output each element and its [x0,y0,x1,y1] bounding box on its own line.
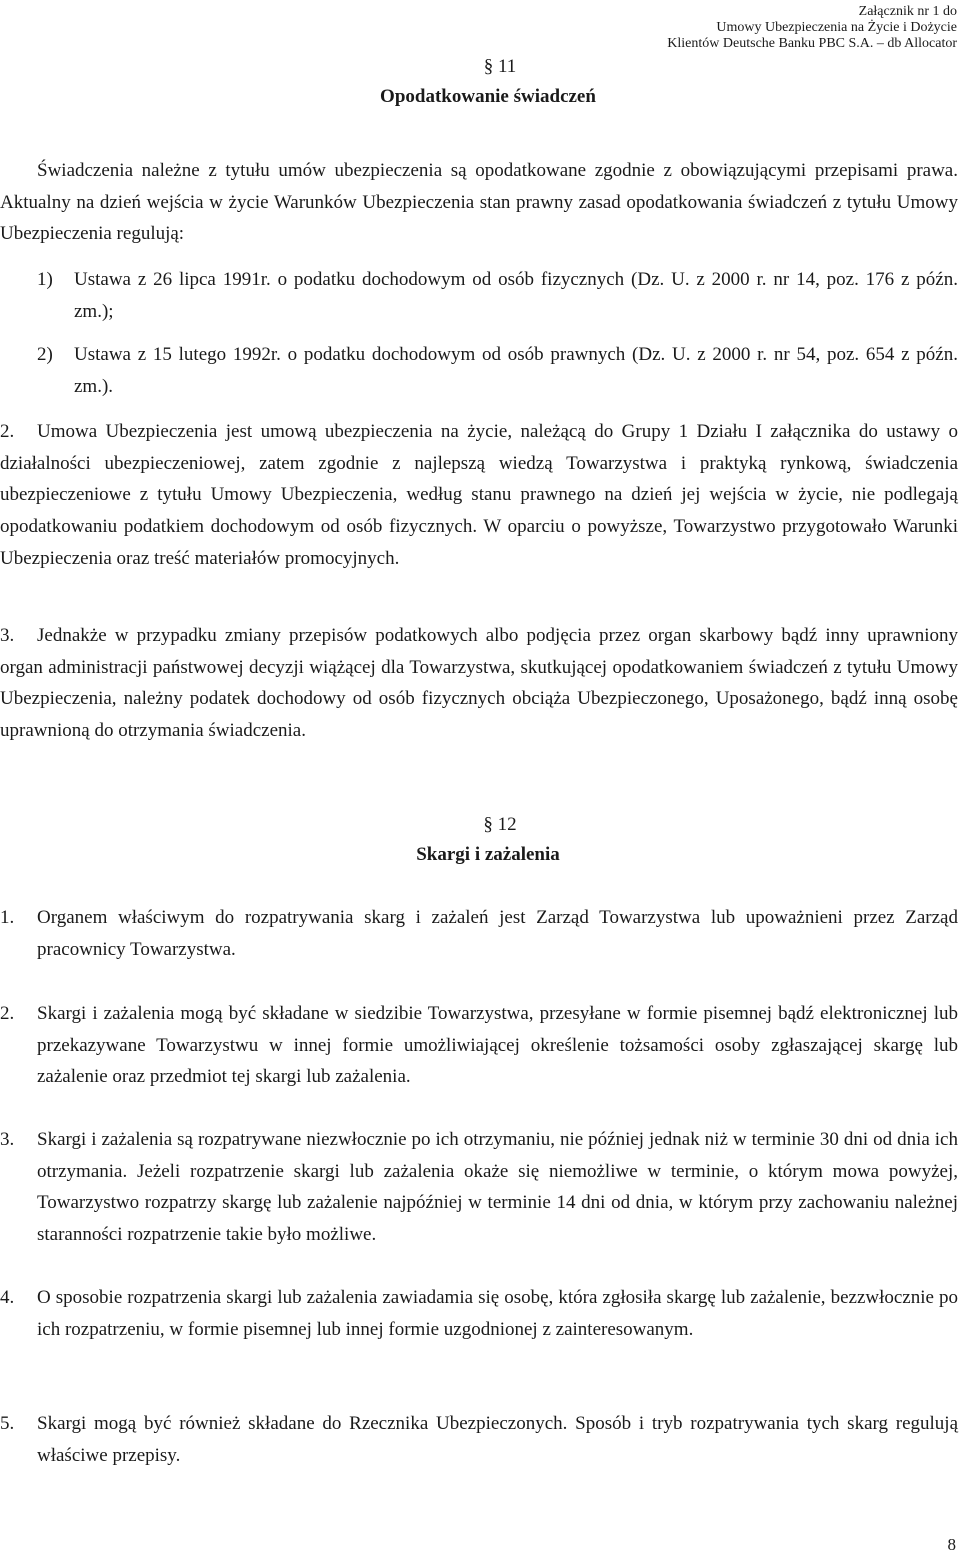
item-text: O sposobie rozpatrzenia skargi lub zażalenia zawiadamia się osobę, która zgłosiła skargę lub zażalenie, bezzwłocznie po ich rozpatrzeniu, w formie pisemnej lub innej formie uzgodnionej z zainteresowanym. [37,1287,958,1340]
item-text: Organem właściwym do rozpatrywania skarg i zażaleń jest Zarząd Towarzystwa lub upoważnieni przez Zarząd pracownicy Towarzystwa. [37,907,958,960]
item-number: 1. [0,907,15,928]
section-11-list-item-2 [37,339,958,402]
item-text: Skargi i zażalenia mogą być składane w siedzibie Towarzystwa, przesyłane w formie pisemnej bądź elektronicznej lub przekazywane Towarzystwu w innej formie umożliwiającej określenie tożsamości osoby zgłaszającej skargę lub zażalenie oraz przedmiot tej skargi lub zażalenia. [37,1003,958,1088]
document-header [667,4,957,52]
paragraph-text: Świadczenia należne z tytułu umów ubezpieczenia są opodatkowane zgodnie z obowiązującymi przepisami prawa. Aktualny na dzień wejścia w życie Warunków Ubezpieczenia stan prawny zasad opodatkowania świadczeń z tytułu Umowy Ubezpieczenia regulują: [0,160,958,245]
item-text: Skargi i zażalenia są rozpatrywane niezwłocznie po ich otrzymaniu, nie później jednak niż w terminie 30 dni od dnia ich otrzymania. Jeżeli rozpatrzenie skargi lub zażalenia okaże się niemożliwe w terminie, o którym mowa powyżej, Towarzystwo rozpatrzy skargę lub zażalenie najpóźniej w terminie 14 dni od dnia, w którym przy zachowaniu należnej staranności rozpatrzenie takie było możliwe. [37,1129,958,1246]
header-line-1: Załącznik nr 1 do [858,4,957,19]
section-11-paragraph-2 [0,416,958,575]
item-number: 2. [0,1003,15,1024]
section-11-list-item-1 [37,264,958,327]
page-number: 8 [947,1535,956,1554]
section-12-number: § 12 [483,814,517,835]
paragraph-number: 3. [0,625,15,646]
section-11-paragraph-1 [0,155,958,250]
section-12-item-2 [0,998,958,1093]
item-text: Skargi mogą być również składane do Rzecznika Ubezpieczonych. Sposób i tryb rozpatrywania tych skarg regulują właściwe przepisy. [37,1413,958,1466]
section-11-paragraph-3 [0,620,958,747]
paragraph-number: 2. [0,421,15,442]
section-12-item-5 [0,1408,958,1471]
header-line-3: Klientów Deutsche Banku PBC S.A. – db Allocator [667,36,957,51]
section-12-item-3 [0,1124,958,1251]
item-number: 3. [0,1129,15,1150]
paragraph-text: Jednakże w przypadku zmiany przepisów podatkowych albo podjęcia przez organ skarbowy bądź inny uprawniony organ administracji państwowej decyzji wiążącej dla Towarzystwa, skutkującej opodatkowaniem świadczeń z tytułu Umowy Ubezpieczenia, należny podatek dochodowy od osób fizycznych obciąża Ubezpieczonego, Uposażonego, bądź inną osobę uprawnioną do otrzymania świadczenia. [0,625,958,742]
item-number: 5. [0,1413,15,1434]
paragraph-text: Umowa Ubezpieczenia jest umową ubezpieczenia na życie, należącą do Grupy 1 Działu I załącznika do ustawy o działalności ubezpieczeniowej, zatem zgodnie z najlepszą wiedzą Towarzystwa i praktyką rynkową, świadczenia ubezpieczeniowe z tytułu Umowy Ubezpieczenia, według stanu prawnego na dzień jej wejścia w życie, nie podlegają opodatkowaniu podatkiem dochodowym od osób fizycznych. W oparciu o powyższe, Towarzystwo przygotowało Warunki Ubezpieczenia oraz treść materiałów promocyjnych. [0,421,958,569]
section-11-number: § 11 [483,56,517,77]
list-item-text: Ustawa z 15 lutego 1992r. o podatku dochodowym od osób prawnych (Dz. U. z 2000 r. nr 54, poz. 654 z późn. zm.). [74,344,958,397]
header-line-2: Umowy Ubezpieczenia na Życie i Dożycie [716,20,957,35]
list-item-number: 2) [37,344,53,365]
section-12-heading [0,810,960,870]
item-number: 4. [0,1287,15,1308]
section-12-item-4 [0,1282,958,1345]
section-12-item-1 [0,902,958,965]
list-item-text: Ustawa z 26 lipca 1991r. o podatku dochodowym od osób fizycznych (Dz. U. z 2000 r. nr 14, poz. 176 z późn. zm.); [74,269,958,322]
section-12-title: Skargi i zażalenia [416,844,560,865]
list-item-number: 1) [37,269,53,290]
section-11-heading [0,52,960,112]
section-11-title: Opodatkowanie świadczeń [380,86,596,107]
